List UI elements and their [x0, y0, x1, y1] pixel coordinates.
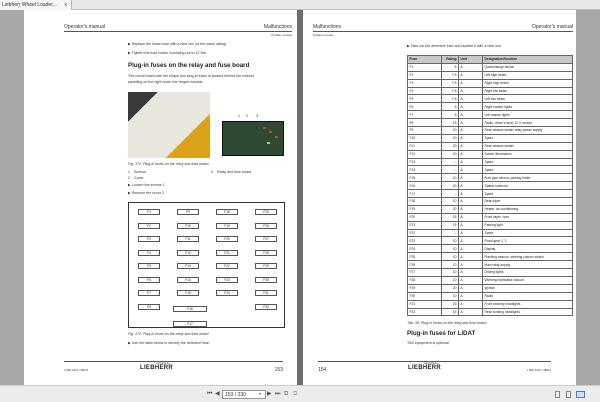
function-cell: Heater, air conditioning	[483, 205, 573, 213]
table-row	[408, 150, 573, 158]
page-number: 153	[274, 367, 283, 373]
rating-cell: 10	[442, 253, 459, 261]
footer-doc-number: L 506-1201 / 28031	[64, 368, 89, 372]
table-row	[408, 245, 573, 253]
footer-doc-number: L 506-1201 / 28031	[526, 368, 551, 372]
table-row	[408, 300, 573, 308]
fuse-slot: F3	[138, 236, 160, 242]
bullet-text: ▶ Replace the blown fuse with a new one (of the same rating).	[128, 42, 228, 46]
fuse-table	[407, 55, 573, 316]
table-row	[408, 142, 573, 150]
fuse-slot: F25	[255, 209, 277, 215]
fuse-slot: F7	[138, 290, 160, 296]
copyright: copyright by	[424, 362, 438, 365]
function-cell: Left high beam	[483, 71, 573, 79]
single-page-view-icon[interactable]	[555, 391, 560, 398]
function-cell: Flashing beacon, steering column switch	[483, 253, 573, 261]
fuse-cell: F25	[408, 253, 442, 261]
table-row	[408, 103, 573, 111]
unit-cell: A	[459, 158, 483, 166]
unit-cell: A	[459, 166, 483, 174]
tab-bar	[0, 0, 600, 10]
unit-cell: A	[459, 182, 483, 190]
unit-cell: A	[459, 174, 483, 182]
bullet-text: ▶ Loosen the screws 1.	[128, 183, 166, 187]
fuse-board-photo	[222, 121, 284, 156]
rating-cell: 20	[442, 284, 459, 292]
fuse-slot: F22	[216, 263, 238, 269]
function-cell: Right high beam	[483, 79, 573, 87]
column-header: Unit	[459, 56, 483, 64]
rating-cell: –	[442, 229, 459, 237]
unit-cell: A	[459, 150, 483, 158]
fuse-cell: F6	[408, 103, 442, 111]
copy-icon[interactable]: ⧉	[284, 391, 289, 397]
function-cell: Spare	[483, 134, 573, 142]
fuse-cell: F19	[408, 205, 442, 213]
document-tab[interactable]	[0, 0, 72, 10]
function-cell: Radio	[483, 292, 573, 300]
unit-cell: A	[459, 95, 483, 103]
unit-cell: A	[459, 245, 483, 253]
fuse-cell: F32	[408, 308, 442, 316]
table-row	[408, 127, 573, 135]
fuse-slot: F4	[138, 250, 160, 256]
rating-cell: 10	[442, 150, 459, 158]
table-row	[408, 134, 573, 142]
page-154	[303, 10, 576, 385]
rating-cell: 7,5	[442, 71, 459, 79]
fuse-slot: F31	[255, 290, 277, 296]
rating-cell: 7,5	[442, 95, 459, 103]
previous-page-icon[interactable]: ◀	[215, 391, 220, 397]
section-heading: Plug-in fuses for LiDAT	[407, 330, 476, 337]
fuse-cell: F26	[408, 261, 442, 269]
fuse-slot: F6	[138, 277, 160, 283]
function-cell: Spare	[483, 158, 573, 166]
unit-cell: A	[459, 269, 483, 277]
unit-cell: A	[459, 119, 483, 127]
tab-title: Liebherr Wheel Loader...	[2, 2, 57, 8]
function-cell: Radio, driver's seat, 12 V socket	[483, 119, 573, 127]
table-row	[408, 119, 573, 127]
rating-cell: –	[442, 166, 459, 174]
table-row	[408, 166, 573, 174]
function-cell: Ignition	[483, 284, 573, 292]
rating-cell: 10	[442, 276, 459, 284]
table-row	[408, 237, 573, 245]
table-row	[408, 261, 573, 269]
unit-cell: A	[459, 253, 483, 261]
fuse-slot: F12	[177, 250, 199, 256]
last-page-icon[interactable]: ⏭	[275, 391, 281, 397]
rating-cell: 15	[442, 300, 459, 308]
fuse-cell: F2	[408, 71, 442, 79]
subheader: Problem remedy	[271, 33, 292, 37]
subheader: Problem remedy	[313, 33, 334, 37]
unit-cell: A	[459, 63, 483, 71]
copyright: copyright by	[156, 362, 170, 365]
page-153	[24, 10, 297, 385]
rating-cell: 15	[442, 221, 459, 229]
rating-cell: 7,5	[442, 79, 459, 87]
fuse-slot: F30	[255, 277, 277, 283]
function-cell: Rear wiper	[483, 198, 573, 206]
fuse-cell: F28	[408, 276, 442, 284]
page-number: 154	[318, 367, 327, 373]
bullet-text: ▶ Use the table below to identify the defective fuse.	[128, 341, 210, 345]
fuse-slot: F5	[138, 263, 160, 269]
function-cell: Display	[483, 245, 573, 253]
fuse-slot: F2	[138, 223, 160, 229]
rating-cell: 20	[442, 142, 459, 150]
rating-cell: –	[442, 158, 459, 166]
unit-cell: A	[459, 127, 483, 135]
rating-cell: 5	[442, 63, 459, 71]
fuse-cell: F30	[408, 292, 442, 300]
fuse-cell: F17	[408, 190, 442, 198]
fuse-slot: F23	[216, 277, 238, 283]
fuse-cell: F27	[408, 269, 442, 277]
fuse-slot: F1	[138, 209, 160, 215]
figure-caption: Fig. 172: Plug-in fuses on the relay and fuse board	[128, 332, 209, 336]
fuse-cell: F5	[408, 95, 442, 103]
fuse-slot: F18	[216, 209, 238, 215]
rating-cell: 10	[442, 292, 459, 300]
next-page-icon[interactable]: ▶	[267, 391, 272, 397]
figure-caption: Fig. 171: Plug-in fuses on the relay and fuse board	[128, 162, 209, 166]
table-row	[408, 174, 573, 182]
bullet-text: ▶ Remove the cover 2.	[128, 191, 165, 195]
fuse-slot: F9	[177, 209, 199, 215]
table-row	[408, 190, 573, 198]
rating-cell: 7,5	[442, 87, 459, 95]
fuse-cell: F4	[408, 87, 442, 95]
fuse-slot: F20	[216, 236, 238, 242]
fuse-slot: F13	[177, 263, 199, 269]
rating-cell: 10	[442, 174, 459, 182]
column-header: Fuse	[408, 56, 442, 64]
callout: 3	[256, 114, 258, 118]
fuse-slot: F24	[216, 290, 238, 296]
function-cell: Left low beam	[483, 95, 573, 103]
table-row	[408, 269, 573, 277]
rating-cell: 10	[442, 261, 459, 269]
table-row	[408, 221, 573, 229]
rating-cell: –	[442, 190, 459, 198]
two-page-view-icon[interactable]	[576, 391, 585, 398]
unit-cell: A	[459, 103, 483, 111]
fuse-cell: F11	[408, 142, 442, 150]
table-caption: Tab. 38: Plug-in fuses on the relay and fuse board	[407, 321, 487, 325]
table-row	[408, 198, 573, 206]
rating-cell: 10	[442, 245, 459, 253]
close-tab-icon[interactable]: x	[64, 2, 67, 8]
function-cell: Fixed gear 1, 2	[483, 237, 573, 245]
paragraph: panelling on the right under the hinged window.	[128, 80, 204, 84]
fuse-slot: F32	[255, 304, 277, 310]
function-cell: Spare	[483, 229, 573, 237]
function-cell: Starter solenoid	[483, 182, 573, 190]
rating-cell: 15	[442, 308, 459, 316]
unit-cell: A	[459, 221, 483, 229]
rating-cell: 20	[442, 205, 459, 213]
table-row	[408, 87, 573, 95]
table-row	[408, 253, 573, 261]
bottom-toolbar	[0, 385, 600, 402]
function-cell: Driving lights	[483, 269, 573, 277]
fuse-slot-wide: F16	[173, 306, 207, 312]
rating-cell: 10	[442, 134, 459, 142]
header-right: Malfunctions	[263, 24, 292, 30]
fuse-cell: F29	[408, 284, 442, 292]
unit-cell: A	[459, 308, 483, 316]
fuse-slot: F10	[177, 223, 199, 229]
unit-cell: A	[459, 87, 483, 95]
fuse-cell: F7	[408, 111, 442, 119]
table-row	[408, 71, 573, 79]
rating-cell: 10	[442, 127, 459, 135]
rating-cell: 20	[442, 182, 459, 190]
rating-cell: 15	[442, 119, 459, 127]
rating-cell: 15	[442, 213, 459, 221]
unit-cell: A	[459, 276, 483, 284]
unit-cell: A	[459, 261, 483, 269]
page-number-input[interactable]: 153 / 230	[222, 390, 266, 399]
header-right: Operator's manual	[532, 24, 573, 30]
function-cell: Rear window heater	[483, 142, 573, 150]
fuse-cell: F31	[408, 300, 442, 308]
function-cell: Rear working headlights	[483, 308, 573, 316]
function-cell: Working hydraulics lockout	[483, 276, 573, 284]
fuse-slot-wide: F17	[173, 321, 207, 327]
table-row	[408, 63, 573, 71]
function-cell: Spare	[483, 166, 573, 174]
function-cell: Right marker lights	[483, 103, 573, 111]
table-row	[408, 205, 573, 213]
fuse-cell: F15	[408, 174, 442, 182]
header-left: Operator's manual	[64, 24, 105, 30]
fuse-slot: F19	[216, 223, 238, 229]
fuse-cell: F1	[408, 63, 442, 71]
section-heading: Plug-in fuses on the relay and fuse board	[128, 62, 250, 69]
fuse-slot: F28	[255, 250, 277, 256]
function-cell: Main relay supply	[483, 261, 573, 269]
fuse-slot: F21	[216, 250, 238, 256]
function-cell: Left marker lights	[483, 111, 573, 119]
unit-cell: A	[459, 134, 483, 142]
table-row	[408, 111, 573, 119]
paste-icon[interactable]: ⧉	[293, 391, 298, 397]
fuse-cell: F3	[408, 79, 442, 87]
rating-cell: 10	[442, 198, 459, 206]
fuse-slot: F8	[138, 304, 160, 310]
rating-cell: 5	[442, 111, 459, 119]
continuous-view-icon[interactable]	[566, 391, 571, 398]
unit-cell: A	[459, 284, 483, 292]
table-row	[408, 284, 573, 292]
table-row	[408, 95, 573, 103]
legend-item: 1 Screws	[128, 170, 146, 174]
table-row	[408, 158, 573, 166]
unit-cell: A	[459, 300, 483, 308]
fuse-cell: F10	[408, 134, 442, 142]
unit-cell: A	[459, 111, 483, 119]
fuse-slot: F27	[255, 236, 277, 242]
first-page-icon[interactable]: ⏮	[207, 391, 213, 397]
table-row	[408, 182, 573, 190]
unit-cell: A	[459, 237, 483, 245]
rating-cell: 10	[442, 269, 459, 277]
paragraph: The circuit board with the relays and plug-in fuses is located behind the exterior	[128, 74, 255, 78]
fuse-cell: F18	[408, 198, 442, 206]
fuse-slot: F29	[255, 263, 277, 269]
rating-cell: 5	[442, 103, 459, 111]
fuse-cell: F14	[408, 166, 442, 174]
function-cell: Spare	[483, 190, 573, 198]
paragraph: This equipment is optional.	[407, 341, 450, 345]
fuse-slot: F11	[177, 236, 199, 242]
bullet-text: ▶ Tighten the fuse holder insulating nut to 12 Nm.	[128, 51, 208, 55]
table-row	[408, 79, 573, 87]
table-row	[408, 229, 573, 237]
function-cell: Right low beam	[483, 87, 573, 95]
unit-cell: A	[459, 190, 483, 198]
unit-cell: A	[459, 71, 483, 79]
unit-cell: A	[459, 213, 483, 221]
fuse-cell: F23	[408, 237, 442, 245]
page-dropdown-icon[interactable]: ▾	[259, 391, 262, 396]
legend-item: 2 Cover	[128, 176, 144, 180]
unit-cell: A	[459, 205, 483, 213]
legend-item: 3 Relay and fuse board	[211, 170, 252, 174]
table-row	[408, 292, 573, 300]
fuse-layout-diagram	[128, 202, 285, 328]
liebherr-logo: LIEBHERR	[408, 365, 442, 371]
function-cell: Parking light	[483, 221, 573, 229]
bullet-text: ▶ Take out the defective fuse and replace it with a new one.	[407, 44, 503, 48]
table-row	[408, 308, 573, 316]
table-row	[408, 213, 573, 221]
fuse-cell: F13	[408, 158, 442, 166]
fuse-cell: F22	[408, 229, 442, 237]
header-left: Malfunctions	[313, 24, 342, 30]
column-header: Rating	[442, 56, 459, 64]
fuse-cell: F8	[408, 119, 442, 127]
fuse-cell: F16	[408, 182, 442, 190]
loader-photo	[128, 92, 210, 158]
unit-cell: A	[459, 229, 483, 237]
unit-cell: A	[459, 292, 483, 300]
unit-cell: A	[459, 142, 483, 150]
fuse-slot: F14	[177, 277, 199, 283]
table-row	[408, 276, 573, 284]
unit-cell: A	[459, 198, 483, 206]
unit-cell: A	[459, 79, 483, 87]
callout: 2	[246, 114, 248, 118]
column-header: Designation/function	[483, 56, 573, 64]
fuse-cell: F12	[408, 150, 442, 158]
function-cell: Rear window heater relay power supply	[483, 127, 573, 135]
callout: 1	[238, 114, 240, 118]
function-cell: Switch illumination	[483, 150, 573, 158]
fuse-cell: F24	[408, 245, 442, 253]
function-cell: Quickchange device	[483, 63, 573, 71]
fuse-slot: F15	[177, 290, 199, 296]
function-cell: Front wiper, horn	[483, 213, 573, 221]
rating-cell: 10	[442, 237, 459, 245]
fuse-cell: F20	[408, 213, 442, 221]
fuse-slot: F26	[255, 223, 277, 229]
fuse-cell: F21	[408, 221, 442, 229]
function-cell: Front working headlights	[483, 300, 573, 308]
function-cell: Fuel pipe sensor, parking brake	[483, 174, 573, 182]
liebherr-logo: LIEBHERR	[140, 365, 174, 371]
fuse-cell: F9	[408, 127, 442, 135]
